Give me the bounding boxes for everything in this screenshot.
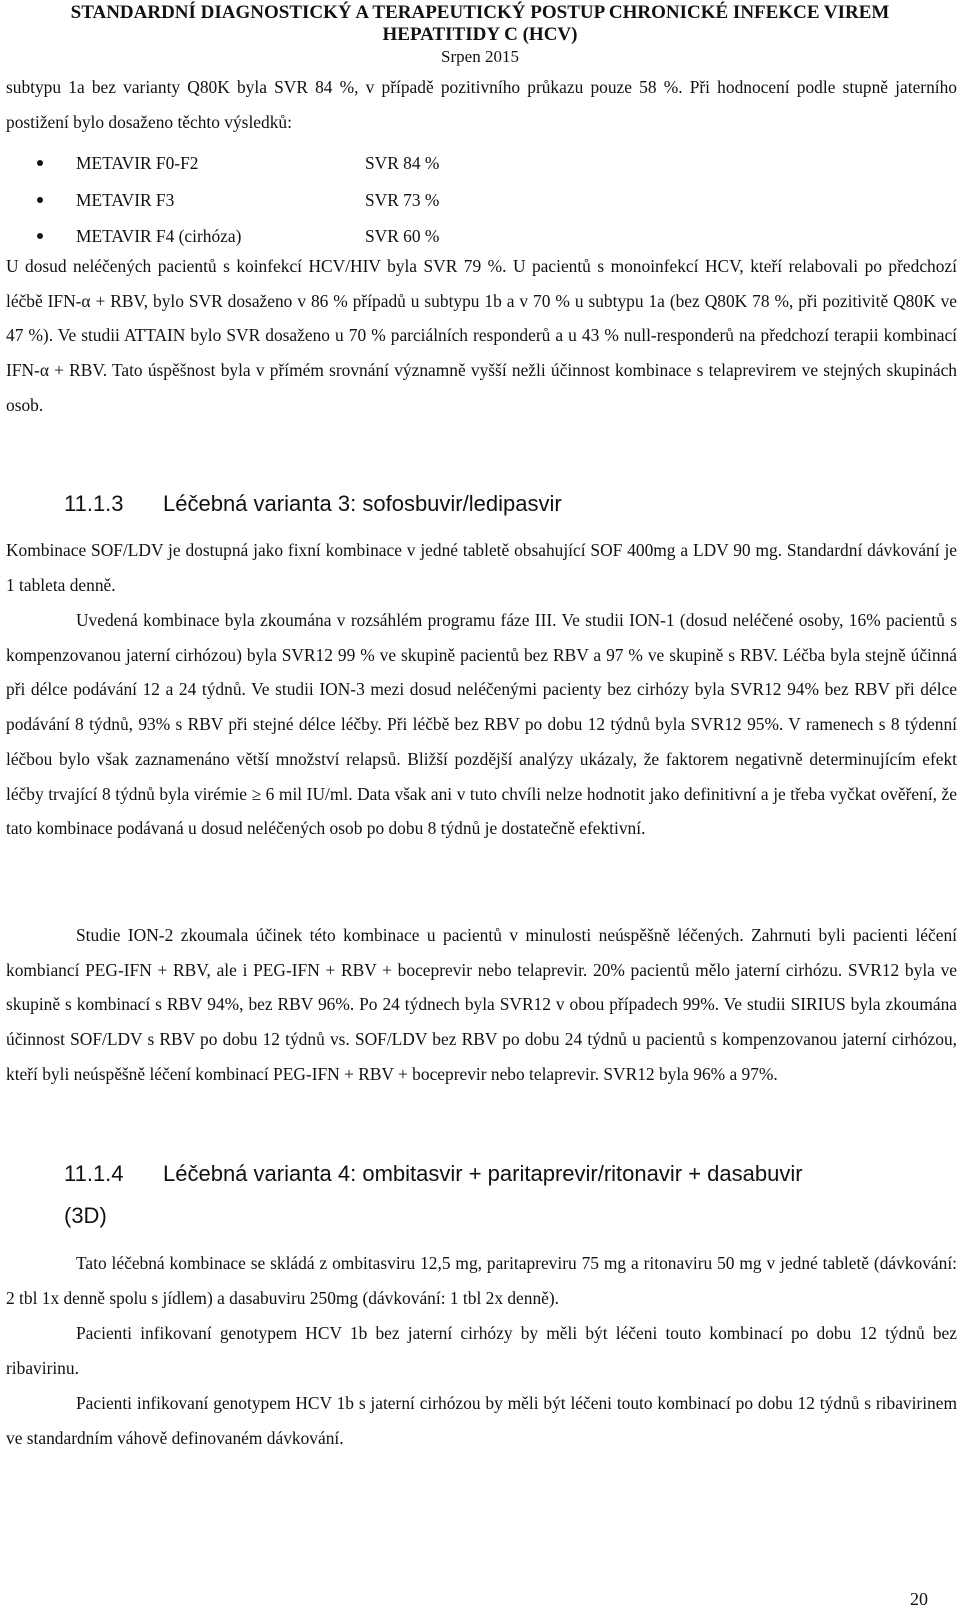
bullet-value: SVR 60 %	[365, 226, 440, 246]
bullet-icon	[37, 233, 43, 239]
page-header	[0, 2, 960, 67]
sof-ldv-paragraph-3: Studie ION-2 zkoumala účinek této kombinace u pacientů v minulosti neúspěšně léčených. Zahrnuti byli pacienti léčení kombiancí PEG-IFN + RBV, ale i PEG-IFN + RBV + boceprevir nebo telaprevir. 20% pacientů mělo jaterní cirhózu. SVR12 byla ve skupině s kombinací s RBV 94%, bez RBV 96%. Po 24 týdnech byla SVR12 v obou případech 99%. Ve studii SIRIUS byla zkoumána účinnost SOF/LDV s RBV po dobu 12 týdnů vs. SOF/LDV bez RBV po dobu 24 týdnů u pacientů s kompenzovanou jaterní cirhózou, kteří byli neúspěšně léčení kombinací PEG-IFN + RBV + boceprevir nebo telaprevir. SVR12 byla 96% a 97%.	[6, 925, 957, 1084]
coinfection-paragraph: U dosud neléčených pacientů s koinfekcí HCV/HIV byla SVR 79 %. U pacientů s monoinfekcí HCV, kteří relabovali po předchozí léčbě IFN-α + RBV, bylo SVR dosaženo v 86 % případů u subtypu 1b a v 70 % u subtypu 1a (bez Q80K 78 %, při pozitivitě Q80K ve 47 %). Ve studii ATTAIN bylo SVR dosaženo u 70 % parciálních responderů a u 43 % null-responderů na předchozí terapii kombinací IFN-α + RBV. Tato úspěšnost byla v přímém srovnání významně vyšší nežli účinnost kombinace s telaprevirem ve stejných skupinách osob.	[6, 256, 957, 415]
section-title: Léčebná varianta 3: sofosbuvir/ledipasvir	[163, 491, 562, 516]
header-title-line2: HEPATITIDY C (HCV)	[382, 24, 578, 45]
3d-paragraph-2: Pacienti infikovaní genotypem HCV 1b bez jaterní cirhózy by měli být léčeni touto kombinací po dobu 12 týdnů bez ribavirinu.	[6, 1323, 957, 1378]
section-number: 11.1.4	[64, 1161, 124, 1186]
3d-paragraph-1: Tato léčebná kombinace se skládá z ombitasviru 12,5 mg, paritapreviru 75 mg a ritonaviru 50 mg v jedné tabletě (dávkování: 2 tbl 1x denně spolu s jídlem) a dasabuviru 250mg (dávkování: 1 tbl 2x denně).	[6, 1253, 957, 1308]
section-heading-11-1-3	[64, 486, 562, 522]
sof-ldv-paragraph-1: Kombinace SOF/LDV je dostupná jako fixní kombinace v jedné tabletě obsahující SOF 400mg a LDV 90 mg. Standardní dávkování je 1 tableta denně.	[6, 540, 957, 595]
section-number: 11.1.3	[64, 491, 124, 516]
section-title-continuation: (3D)	[64, 1203, 107, 1228]
section-title: Léčebná varianta 4: ombitasvir + paritaprevir/ritonavir + dasabuvir	[163, 1161, 803, 1186]
section-heading-11-1-4	[64, 1156, 803, 1192]
header-title-line1: STANDARDNÍ DIAGNOSTICKÝ A TERAPEUTICKÝ POSTUP CHRONICKÉ INFEKCE VIREM	[70, 2, 890, 23]
bullet-icon	[37, 160, 43, 166]
list-item	[0, 145, 600, 182]
header-date: Srpen 2015	[441, 47, 519, 66]
bullet-value: SVR 84 %	[365, 153, 440, 173]
metavir-results-list	[0, 145, 600, 255]
intro-paragraph: subtypu 1a bez varianty Q80K byla SVR 84 %, v případě pozitivního průkazu pouze 58 %. Při hodnocení podle stupně jaterního postižení bylo dosaženo těchto výsledků:	[6, 77, 957, 132]
page-number: 20	[910, 1589, 928, 1609]
list-item	[0, 182, 600, 219]
bullet-label: METAVIR F3	[76, 189, 175, 210]
bullet-label: METAVIR F0-F2	[76, 153, 199, 173]
bullet-label: METAVIR F4 (cirhóza)	[76, 226, 242, 246]
bullet-value: SVR 73 %	[365, 189, 440, 210]
bullet-icon	[37, 197, 43, 203]
3d-paragraph-3: Pacienti infikovaní genotypem HCV 1b s jaterní cirhózou by měli být léčeni touto kombinací po dobu 12 týdnů s ribavirinem ve standardním váhově definovaném dávkování.	[6, 1393, 957, 1448]
sof-ldv-paragraph-2: Uvedená kombinace byla zkoumána v rozsáhlém programu fáze III. Ve studii ION-1 (dosud neléčené osoby, 16% pacientů s kompenzovanou jaterní cirhózou) byla SVR12 99 % ve skupině pacientů bez RBV a 97 % ve skupině s RBV. Léčba byla stejně účinná při délce podávání 12 a 24 týdnů. Ve studii ION-3 mezi dosud neléčenými pacienty bez cirhózy byla SVR12 94% bez RBV při délce podávání 8 týdnů, 93% s RBV při stejné délce léčby. Při léčbě bez RBV po dobu 12 týdnů byla SVR12 95%. V ramenech s 8 týdenní léčbou bylo však zaznamenáno větší množství relapsů. Bližší pozdější analýzy ukázaly, že faktorem negativně determinujícím efekt léčby trvající 8 týdnů byla virémie ≥ 6 mil IU/ml. Data však ani v tuto chvíli nelze hodnotit jako definitivní a je třeba vyčkat ověření, že tato kombinace podávaná u dosud neléčených osob po dobu 8 týdnů je dostatečně efektivní.	[6, 610, 957, 839]
